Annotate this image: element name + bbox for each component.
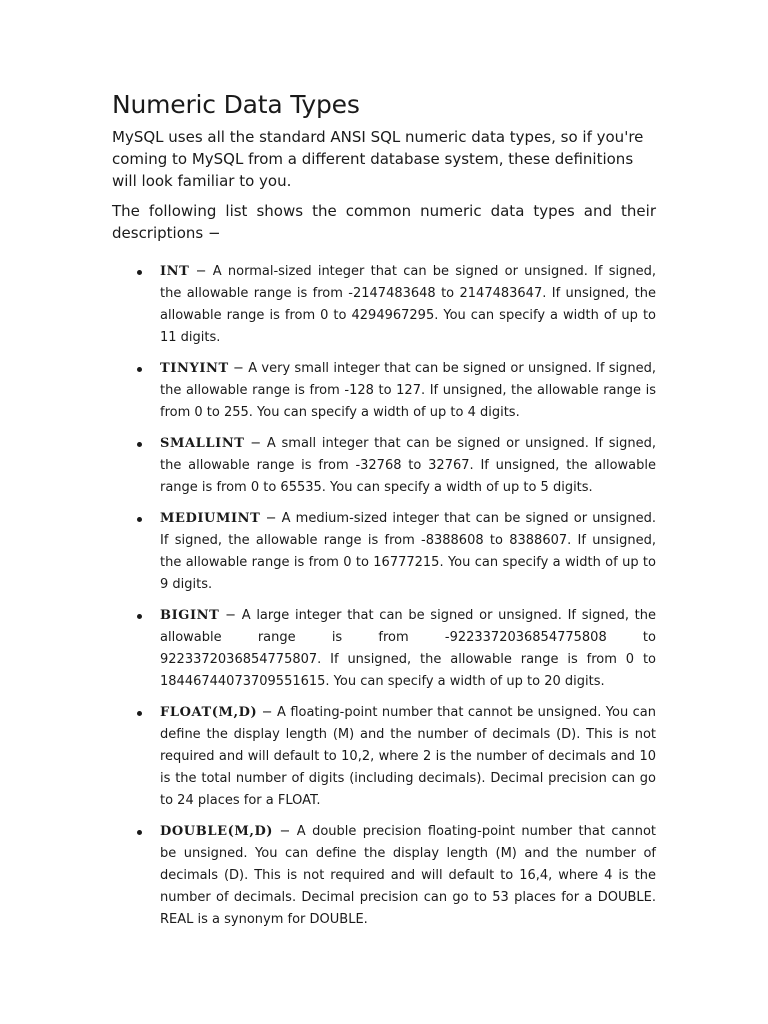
bullet-icon [137,442,142,447]
list-intro-paragraph: The following list shows the common numeric data types and their descriptions − [112,202,656,242]
bullet-icon [137,830,142,835]
type-description: − A small integer that can be signed or unsigned. If signed, the allowable range is from -32768 to 32767. If unsigned, the allowable range is from 0 to 65535. You can specify a width of up to 5 digits. [160,436,656,495]
list-item-smallint [112,433,656,499]
type-description: − A medium-sized integer that can be signed or unsigned. If signed, the allowable range is from -8388608 to 8388607. If unsigned, the allowable range is from 0 to 16777215. You can specify a width of up to 9 digits. [160,511,656,592]
type-name: MEDIUMINT [160,511,261,526]
type-description: − A floating-point number that cannot be unsigned. You can define the display length (M) and the number of decimals (D). This is not required and will default to 10,2, where 2 is the number of decimals and 10 is the total number of digits (including decimals). Decimal precision can go to 24 places for a FLOAT. [160,705,656,808]
bullet-icon [137,270,142,275]
list-item-float [112,702,656,812]
bullet-icon [137,367,142,372]
list-item-mediumint [112,508,656,596]
type-name: SMALLINT [160,436,245,451]
list-item-tinyint [112,358,656,424]
type-description: − A very small integer that can be signed or unsigned. If signed, the allowable range is from -128 to 127. If unsigned, the allowable range is from 0 to 255. You can specify a width of up to 4 digits. [160,361,656,420]
list-item-int [112,261,656,349]
type-name: FLOAT(M,D) [160,705,258,720]
type-name: INT [160,264,190,279]
list-item-bigint [112,605,656,693]
list-item-double [112,821,656,931]
page-title: Numeric Data Types [112,90,360,119]
type-name: TINYINT [160,361,229,376]
type-name: DOUBLE(M,D) [160,824,274,839]
bullet-icon [137,614,142,619]
type-name: BIGINT [160,608,220,623]
numeric-types-list [112,261,656,931]
bullet-icon [137,517,142,522]
bullet-icon [137,711,142,716]
type-description: − A large integer that can be signed or unsigned. If signed, the allowable range is from -9223372036854775808 to 9223372036854775807. If unsigned, the allowable range is from 0 to 18446744073709551615. You can specify a width of up to 20 digits. [160,608,656,689]
type-description: − A double precision floating-point number that cannot be unsigned. You can define the display length (M) and the number of decimals (D). This is not required and will default to 16,4, where 4 is the number of decimals. Decimal precision can go to 53 places for a DOUBLE. REAL is a synonym for DOUBLE. [160,824,656,927]
type-description: − A normal-sized integer that can be signed or unsigned. If signed, the allowable range is from -2147483648 to 2147483647. If unsigned, the allowable range is from 0 to 4294967295. You can specify a width of up to 11 digits. [160,264,656,345]
document-page [112,88,656,940]
intro-paragraph: MySQL uses all the standard ANSI SQL numeric data types, so if you're coming to MySQL from a different database system, these definitions will look familiar to you. [112,128,644,190]
